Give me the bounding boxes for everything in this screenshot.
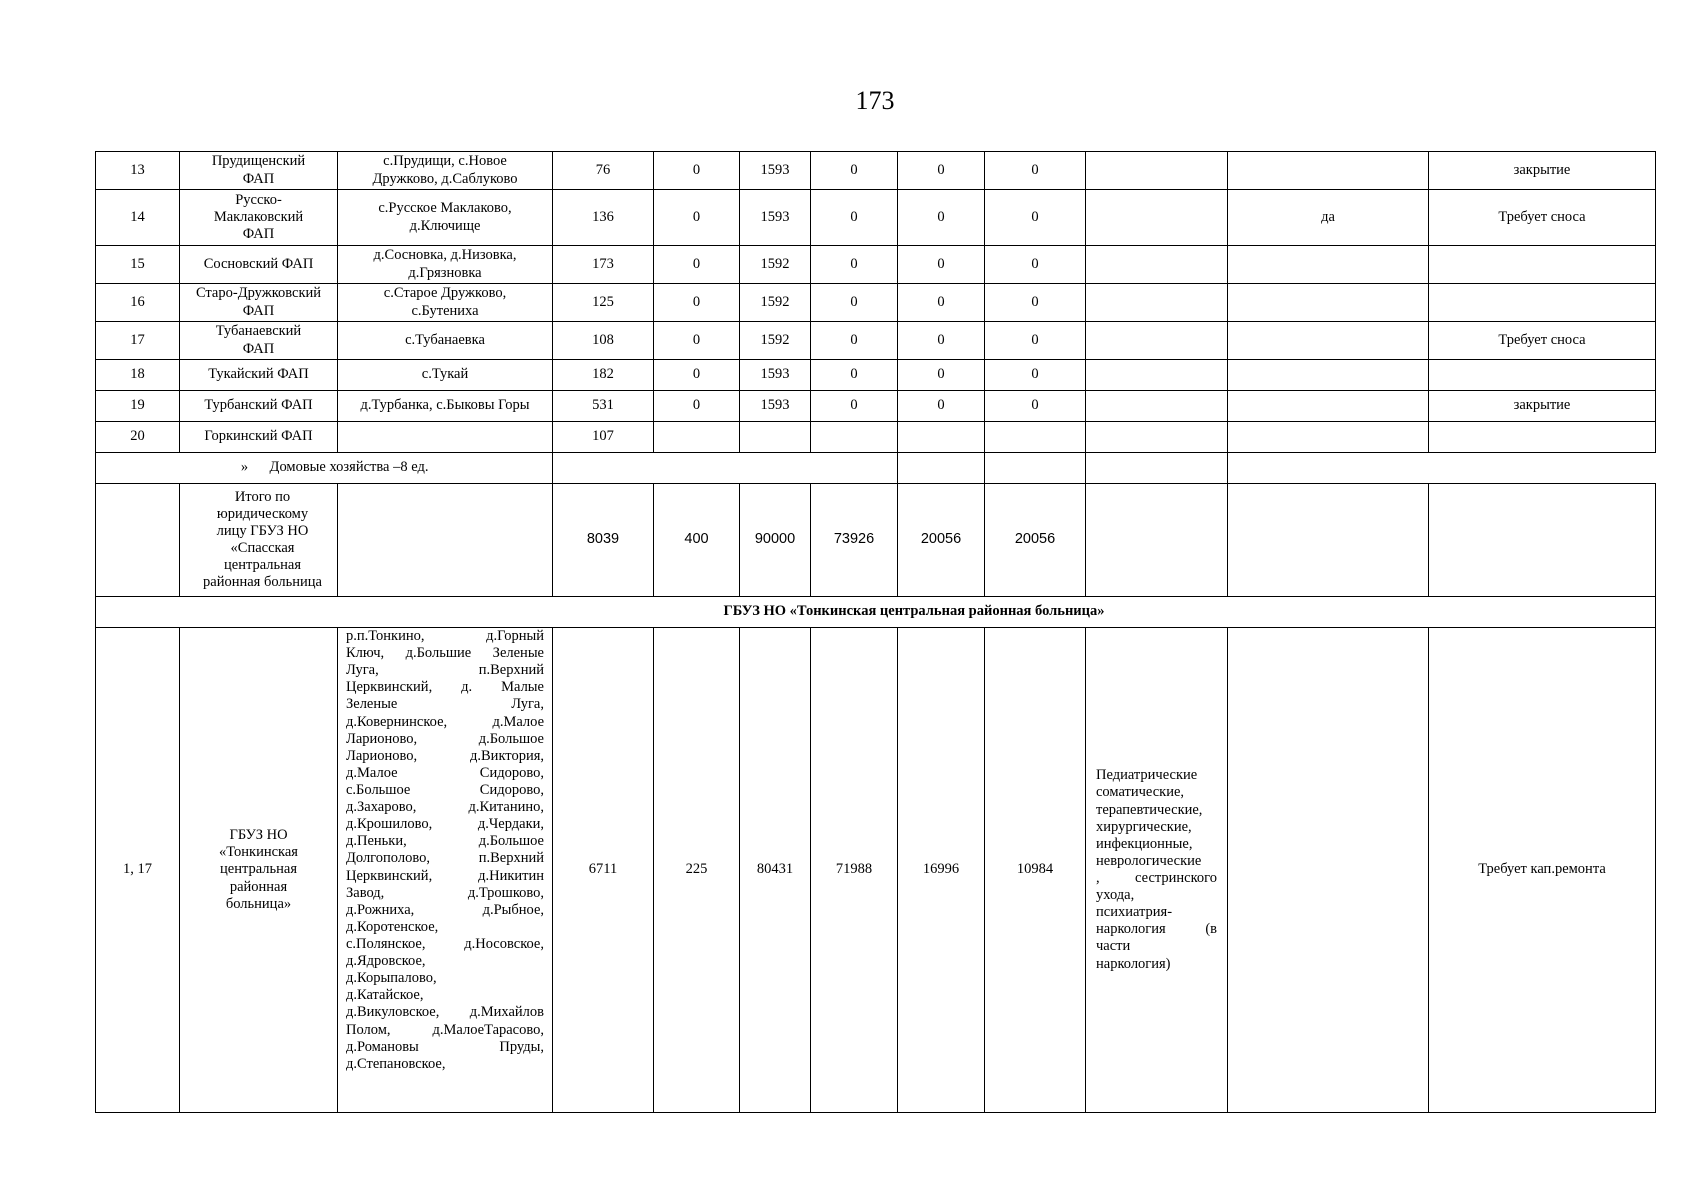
- cell-c7: 0: [811, 391, 898, 422]
- row-number: 18: [96, 360, 180, 391]
- cell-c11: [1228, 484, 1429, 597]
- table-row: [96, 190, 1656, 246]
- settlement-line: д.Малое Сидорово,: [346, 764, 544, 781]
- row-number: 14: [96, 190, 180, 246]
- settlements: с.Старое Дружково, с.Бутениха: [338, 284, 553, 322]
- cell-c4: 76: [553, 152, 654, 190]
- cell-c12: [1429, 422, 1656, 453]
- cell-c8: 0: [898, 190, 985, 246]
- settlement-line: Церквинский, д.Никитин: [346, 867, 544, 884]
- cell-c4: 125: [553, 284, 654, 322]
- settlements: д.Турбанка, с.Быковы Горы: [338, 391, 553, 422]
- total-row: [96, 484, 1656, 597]
- cell-c8: 0: [898, 360, 985, 391]
- section-title: ГБУЗ НО «Тонкинская центральная районная больница»: [96, 597, 1656, 628]
- total-c4: 8039: [553, 484, 654, 597]
- cell-c5: 0: [654, 360, 740, 391]
- cell-c8: 0: [898, 322, 985, 360]
- cell-c9: 0: [985, 190, 1086, 246]
- cell-c12: Требует сноса: [1429, 322, 1656, 360]
- settlement-line: Полом, д.МалоеТарасово,: [346, 1021, 544, 1038]
- cell-c4: 531: [553, 391, 654, 422]
- settlement-line: д.Ядровское,: [346, 953, 426, 970]
- settlement-line: с.Большое Сидорово,: [346, 781, 544, 798]
- settlement-line: Ключ, д.Большие Зеленые: [346, 645, 544, 662]
- cell-c10: [1086, 484, 1228, 597]
- row-number: 1, 17: [96, 628, 180, 1113]
- cell-c8: 0: [898, 391, 985, 422]
- cell-c7: 0: [811, 190, 898, 246]
- cell-c11: [1228, 284, 1429, 322]
- department-line: наркология): [1096, 955, 1171, 972]
- cell-c10: [1086, 391, 1228, 422]
- settlement-line: д.Пеньки, д.Большое: [346, 833, 544, 850]
- total-label: Итого по юридическому лицу ГБУЗ НО «Спасская центральная районная больница: [180, 484, 338, 597]
- settlement-line: Луга, п.Верхний: [346, 662, 544, 679]
- cell-c10: [898, 453, 985, 484]
- cell-c4: 182: [553, 360, 654, 391]
- cell-c7: 0: [811, 152, 898, 190]
- households-cell: [96, 453, 553, 484]
- department-line: Педиатрические: [1096, 767, 1198, 784]
- cell-c11: [1228, 628, 1429, 1113]
- settlement-line: д.Корыпалово,: [346, 970, 437, 987]
- department-line: инфекционные,: [1096, 835, 1193, 852]
- settlements: с.Тукай: [338, 360, 553, 391]
- row-number: 20: [96, 422, 180, 453]
- settlements: с.Прудищи, с.Новое Дружково, д.Саблуково: [338, 152, 553, 190]
- cell-c4: 173: [553, 246, 654, 284]
- cell-c12: [1429, 246, 1656, 284]
- cell-c5: 0: [654, 391, 740, 422]
- row-number: [96, 484, 180, 597]
- section-title-row: [96, 597, 1656, 628]
- cell-c9: 0: [985, 360, 1086, 391]
- cell-c8: 0: [898, 152, 985, 190]
- cell-c12: [1086, 453, 1228, 484]
- facility-name: Горкинский ФАП: [180, 422, 338, 453]
- cell-c12: Требует кап.ремонта: [1429, 628, 1656, 1113]
- cell-c5: 0: [654, 322, 740, 360]
- department-line: ухода,: [1096, 887, 1135, 904]
- cell-c5: 0: [654, 284, 740, 322]
- cell-c6: 1593: [740, 190, 811, 246]
- table-body: [96, 152, 1656, 1113]
- cell-c10: [1086, 246, 1228, 284]
- departments: [1086, 628, 1228, 1113]
- cell-c5: 0: [654, 152, 740, 190]
- cell-c8: [898, 422, 985, 453]
- settlement-line: р.п.Тонкино, д.Горный: [346, 628, 544, 644]
- cell-c8: 0: [898, 246, 985, 284]
- department-line: части: [1096, 938, 1131, 955]
- cell-c7: 0: [811, 284, 898, 322]
- cell-c4: 136: [553, 190, 654, 246]
- row-number: 17: [96, 322, 180, 360]
- table-row: [96, 322, 1656, 360]
- cell-c10: [1086, 422, 1228, 453]
- cell-c10: [1086, 190, 1228, 246]
- hospital-c8: 16996: [898, 628, 985, 1113]
- cell-c9: 0: [985, 284, 1086, 322]
- cell-c12: [1429, 484, 1656, 597]
- settlement-line: с.Полянское, д.Носовское,: [346, 935, 544, 952]
- cell-c9: 0: [985, 391, 1086, 422]
- settlements: [338, 484, 553, 597]
- settlement-line: д.Степановское,: [346, 1055, 446, 1072]
- cell-c12: [1429, 360, 1656, 391]
- cell-c5: [654, 422, 740, 453]
- cell-c6: [740, 422, 811, 453]
- cell-c11: [1228, 360, 1429, 391]
- settlement-line: д.Захарово, д.Китанино,: [346, 799, 544, 816]
- cell-c10: [1086, 152, 1228, 190]
- department-line: наркология (в: [1096, 921, 1217, 938]
- table-row: [96, 391, 1656, 422]
- settlement-line: д.Коротенское,: [346, 918, 439, 935]
- settlement-line: Долгополово, п.Верхний: [346, 850, 544, 867]
- households-text: Домовые хозяйства –8 ед.: [269, 459, 429, 476]
- facility-name: Тукайский ФАП: [180, 360, 338, 391]
- department-line: хирургические,: [1096, 818, 1192, 835]
- hospital-c5: 225: [654, 628, 740, 1113]
- households-row: [96, 453, 1656, 484]
- cell-c4: 107: [553, 422, 654, 453]
- cell-c11: [1228, 322, 1429, 360]
- department-line: терапевтические,: [1096, 801, 1203, 818]
- facility-name: Русско-Маклаковский ФАП: [180, 190, 338, 246]
- settlement-line: д.Ковернинское, д.Малое: [346, 713, 544, 730]
- total-c6: 90000: [740, 484, 811, 597]
- hospital-c6: 80431: [740, 628, 811, 1113]
- facility-name: Сосновский ФАП: [180, 246, 338, 284]
- total-c8: 20056: [898, 484, 985, 597]
- cell-c12: Требует сноса: [1429, 190, 1656, 246]
- row-number: 16: [96, 284, 180, 322]
- page-number: 173: [855, 86, 895, 115]
- hospital-c4: 6711: [553, 628, 654, 1113]
- cell-c9: [985, 422, 1086, 453]
- table-row: [96, 422, 1656, 453]
- facility-name: Тубанаевский ФАП: [180, 322, 338, 360]
- row-number: 13: [96, 152, 180, 190]
- settlements: [338, 422, 553, 453]
- cell-c7: [811, 422, 898, 453]
- cell-c5: 0: [654, 246, 740, 284]
- settlement-line: д.Романовы Пруды,: [346, 1038, 544, 1055]
- cell-c5: 0: [654, 190, 740, 246]
- settlement-line: Ларионово, д.Большое: [346, 730, 544, 747]
- settlement-line: д.Викуловское, д.Михайлов: [346, 1004, 544, 1021]
- households-span: [553, 453, 898, 484]
- department-line: неврологические: [1096, 852, 1202, 869]
- table-row: [96, 246, 1656, 284]
- cell-c6: 1592: [740, 246, 811, 284]
- settlement-line: д.Катайское,: [346, 987, 424, 1004]
- table-row: [96, 360, 1656, 391]
- facilities-table: [95, 151, 1656, 1113]
- cell-c6: 1593: [740, 360, 811, 391]
- cell-c11: [1228, 422, 1429, 453]
- cell-c9: 0: [985, 152, 1086, 190]
- hospital-c7: 71988: [811, 628, 898, 1113]
- cell-c7: 0: [811, 322, 898, 360]
- cell-c9: 0: [985, 322, 1086, 360]
- cell-c9: 0: [985, 246, 1086, 284]
- cell-c10: [1086, 284, 1228, 322]
- facility-name: ГБУЗ НО «Тонкинская центральная районная больница»: [180, 628, 338, 1113]
- settlement-line: Церквинский, д. Малые: [346, 679, 544, 696]
- total-c9: 20056: [985, 484, 1086, 597]
- settlements: с.Тубанаевка: [338, 322, 553, 360]
- cell-c7: 0: [811, 360, 898, 391]
- cell-c11: да: [1228, 190, 1429, 246]
- table-row: [96, 152, 1656, 190]
- settlement-line: Ларионово, д.Виктория,: [346, 747, 544, 764]
- cell-c12: [1429, 284, 1656, 322]
- cell-c6: 1593: [740, 391, 811, 422]
- cell-c11: [1228, 391, 1429, 422]
- facility-name: Старо-Дружковский ФАП: [180, 284, 338, 322]
- cell-c10: [1086, 322, 1228, 360]
- settlement-line: Зеленые Луга,: [346, 696, 544, 713]
- department-line: психиатрия-: [1096, 904, 1173, 921]
- cell-c11: [1228, 246, 1429, 284]
- cell-c11: [1228, 152, 1429, 190]
- row-number: 19: [96, 391, 180, 422]
- cell-c4: 108: [553, 322, 654, 360]
- hospital-c9: 10984: [985, 628, 1086, 1113]
- cell-c11: [985, 453, 1086, 484]
- settlement-line: д.Крошилово, д.Чердаки,: [346, 816, 544, 833]
- cell-c8: 0: [898, 284, 985, 322]
- cell-c6: 1593: [740, 152, 811, 190]
- total-c7: 73926: [811, 484, 898, 597]
- department-line: соматические,: [1096, 784, 1185, 801]
- facility-name: Прудищенский ФАП: [180, 152, 338, 190]
- settlements: с.Русское Маклаково, д.Ключище: [338, 190, 553, 246]
- cell-c12: закрытие: [1429, 391, 1656, 422]
- cell-c12: закрытие: [1429, 152, 1656, 190]
- hospital-row: [96, 628, 1656, 1113]
- settlement-line: Завод, д.Трошково,: [346, 884, 544, 901]
- row-number: 15: [96, 246, 180, 284]
- facility-name: Турбанский ФАП: [180, 391, 338, 422]
- cell-c6: 1592: [740, 322, 811, 360]
- total-c5: 400: [654, 484, 740, 597]
- cell-c10: [1086, 360, 1228, 391]
- households-mark: »: [240, 459, 249, 476]
- table-row: [96, 284, 1656, 322]
- department-line: , сестринского: [1096, 870, 1217, 886]
- cell-c6: 1592: [740, 284, 811, 322]
- settlements: [338, 628, 553, 1113]
- settlements: д.Сосновка, д.Низовка, д.Грязновка: [338, 246, 553, 284]
- cell-c7: 0: [811, 246, 898, 284]
- settlement-line: д.Рожниха, д.Рыбное,: [346, 901, 544, 918]
